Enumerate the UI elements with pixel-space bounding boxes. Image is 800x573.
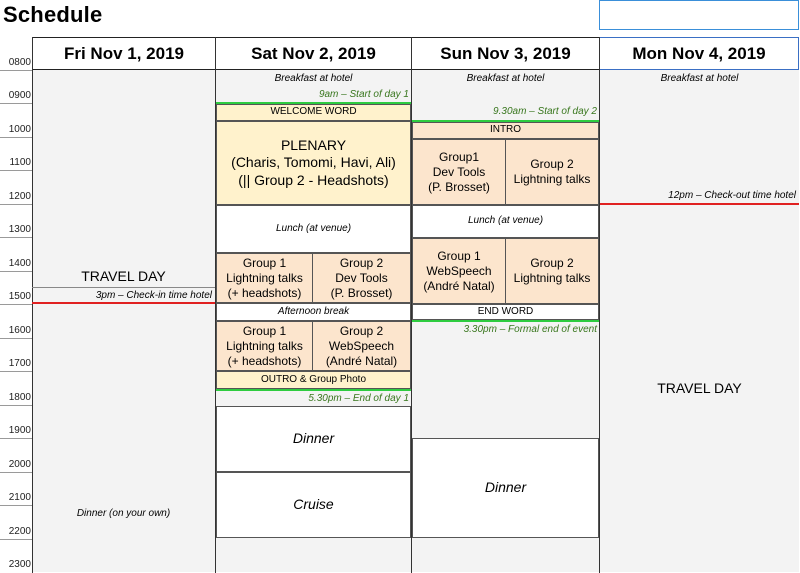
- day-header-sat: Sat Nov 2, 2019: [215, 37, 412, 70]
- sat-cruise: Cruise: [216, 472, 411, 538]
- sun-lunch: Lunch (at venue): [412, 205, 599, 238]
- sat-group1-lightning-2: [216, 321, 313, 371]
- sat-start-note: 9am – Start of day 1: [318, 89, 409, 100]
- sun-group1-webspeech: [412, 238, 506, 304]
- sun-formal-end-line: [412, 320, 599, 322]
- time-label: 1400: [8, 258, 31, 269]
- sun-group1-devtools: [412, 139, 506, 205]
- mon-breakfast: Breakfast at hotel: [660, 73, 739, 84]
- sun-g2b-line: Lightning talks: [513, 271, 591, 285]
- sun-g2a-line: Lightning talks: [513, 172, 591, 186]
- sat-plenary-speakers: (Charis, Tomomi, Havi, Ali): [231, 154, 396, 171]
- time-label: 2300: [8, 559, 31, 570]
- fri-checkin-line: [32, 302, 215, 304]
- sat-breakfast: Breakfast at hotel: [274, 73, 353, 84]
- sat-end-note: 5.30pm – End of day 1: [308, 393, 409, 404]
- sun-g1b-line: WebSpeech: [426, 263, 492, 278]
- day-header-mon[interactable]: Mon Nov 4, 2019: [599, 37, 799, 70]
- sat-welcome-word: WELCOME WORD: [216, 104, 411, 121]
- sat-g1b-line: (+ headshots): [227, 353, 302, 368]
- mon-checkout-note: 12pm – Check-out time hotel: [668, 190, 796, 201]
- time-label: 1700: [8, 358, 31, 369]
- sat-group2-devtools: [312, 253, 411, 303]
- mon-checkout-line: [600, 203, 799, 205]
- time-label: 1200: [8, 191, 31, 202]
- sun-g1a-line: Dev Tools: [432, 164, 486, 179]
- time-label: 1000: [8, 124, 31, 135]
- sun-group2-lightning-2: [505, 238, 599, 304]
- day-header-fri: Fri Nov 1, 2019: [32, 37, 216, 70]
- sat-g2b-line: Group 2: [339, 323, 384, 338]
- time-label: 2200: [8, 526, 31, 537]
- sat-g2a-line: Dev Tools: [335, 270, 388, 285]
- sat-g1b-line: Lightning talks: [226, 338, 303, 353]
- sat-g1a-line: (+ headshots): [227, 285, 302, 300]
- sat-end-line: [216, 389, 411, 391]
- sat-g2a-line: (P. Brosset): [330, 285, 393, 300]
- sat-plenary-parallel: (|| Group 2 - Headshots): [238, 171, 389, 188]
- mon-travel-day: TRAVEL DAY: [657, 380, 742, 396]
- sun-dinner: Dinner: [412, 438, 599, 538]
- sun-group2-lightning: [505, 139, 599, 205]
- time-label: 1100: [9, 157, 31, 168]
- sat-lunch: Lunch (at venue): [216, 205, 411, 253]
- time-label: 1500: [8, 291, 31, 302]
- sun-g1a-line: Group1: [438, 149, 480, 164]
- fri-travel-day: TRAVEL DAY: [81, 268, 166, 284]
- sat-group1-lightning: [216, 253, 313, 303]
- time-label: 0800: [8, 57, 31, 68]
- sun-formal-end-note: 3.30pm – Formal end of event: [463, 324, 597, 335]
- sat-outro: OUTRO & Group Photo: [216, 371, 411, 389]
- sat-g1a-line: Group 1: [242, 255, 287, 270]
- sun-breakfast: Breakfast at hotel: [466, 73, 545, 84]
- time-label: 1800: [8, 392, 31, 403]
- sat-dinner: Dinner: [216, 406, 411, 472]
- time-label: 0900: [8, 90, 31, 101]
- sat-g2b-line: (André Natal): [325, 353, 398, 368]
- sun-g1a-line: (P. Brosset): [428, 179, 490, 194]
- sat-g2a-line: Group 2: [339, 255, 384, 270]
- sun-g1b-line: (André Natal): [423, 278, 495, 293]
- sun-intro: INTRO: [412, 122, 599, 139]
- day-header-sun: Sun Nov 3, 2019: [411, 37, 600, 70]
- time-label: 2000: [8, 459, 31, 470]
- sat-g1b-line: Group 1: [242, 323, 287, 338]
- page-title: Schedule: [3, 2, 103, 27]
- time-label: 1600: [8, 325, 31, 336]
- sat-afternoon-break: Afternoon break: [216, 303, 411, 321]
- sat-group2-webspeech: [312, 321, 411, 371]
- fri-checkin-note: 3pm – Check-in time hotel: [95, 290, 212, 301]
- sun-start-note: 9.30am – Start of day 2: [493, 106, 597, 117]
- sat-plenary: [216, 121, 411, 205]
- sat-g2b-line: WebSpeech: [328, 338, 395, 353]
- sun-g1b-line: Group 1: [437, 248, 481, 263]
- sun-g2b-line: Group 2: [530, 256, 574, 270]
- sun-g2a-line: Group 2: [530, 157, 574, 171]
- time-label: 2100: [8, 492, 31, 503]
- sat-g1a-line: Lightning talks: [226, 270, 303, 285]
- fri-dinner: Dinner (on your own): [76, 508, 171, 519]
- time-label: 1900: [8, 425, 31, 436]
- selected-cell[interactable]: [599, 0, 799, 30]
- time-label: 1300: [8, 224, 31, 235]
- sat-plenary-title: PLENARY: [280, 136, 347, 153]
- sun-end-word: END WORD: [412, 304, 599, 320]
